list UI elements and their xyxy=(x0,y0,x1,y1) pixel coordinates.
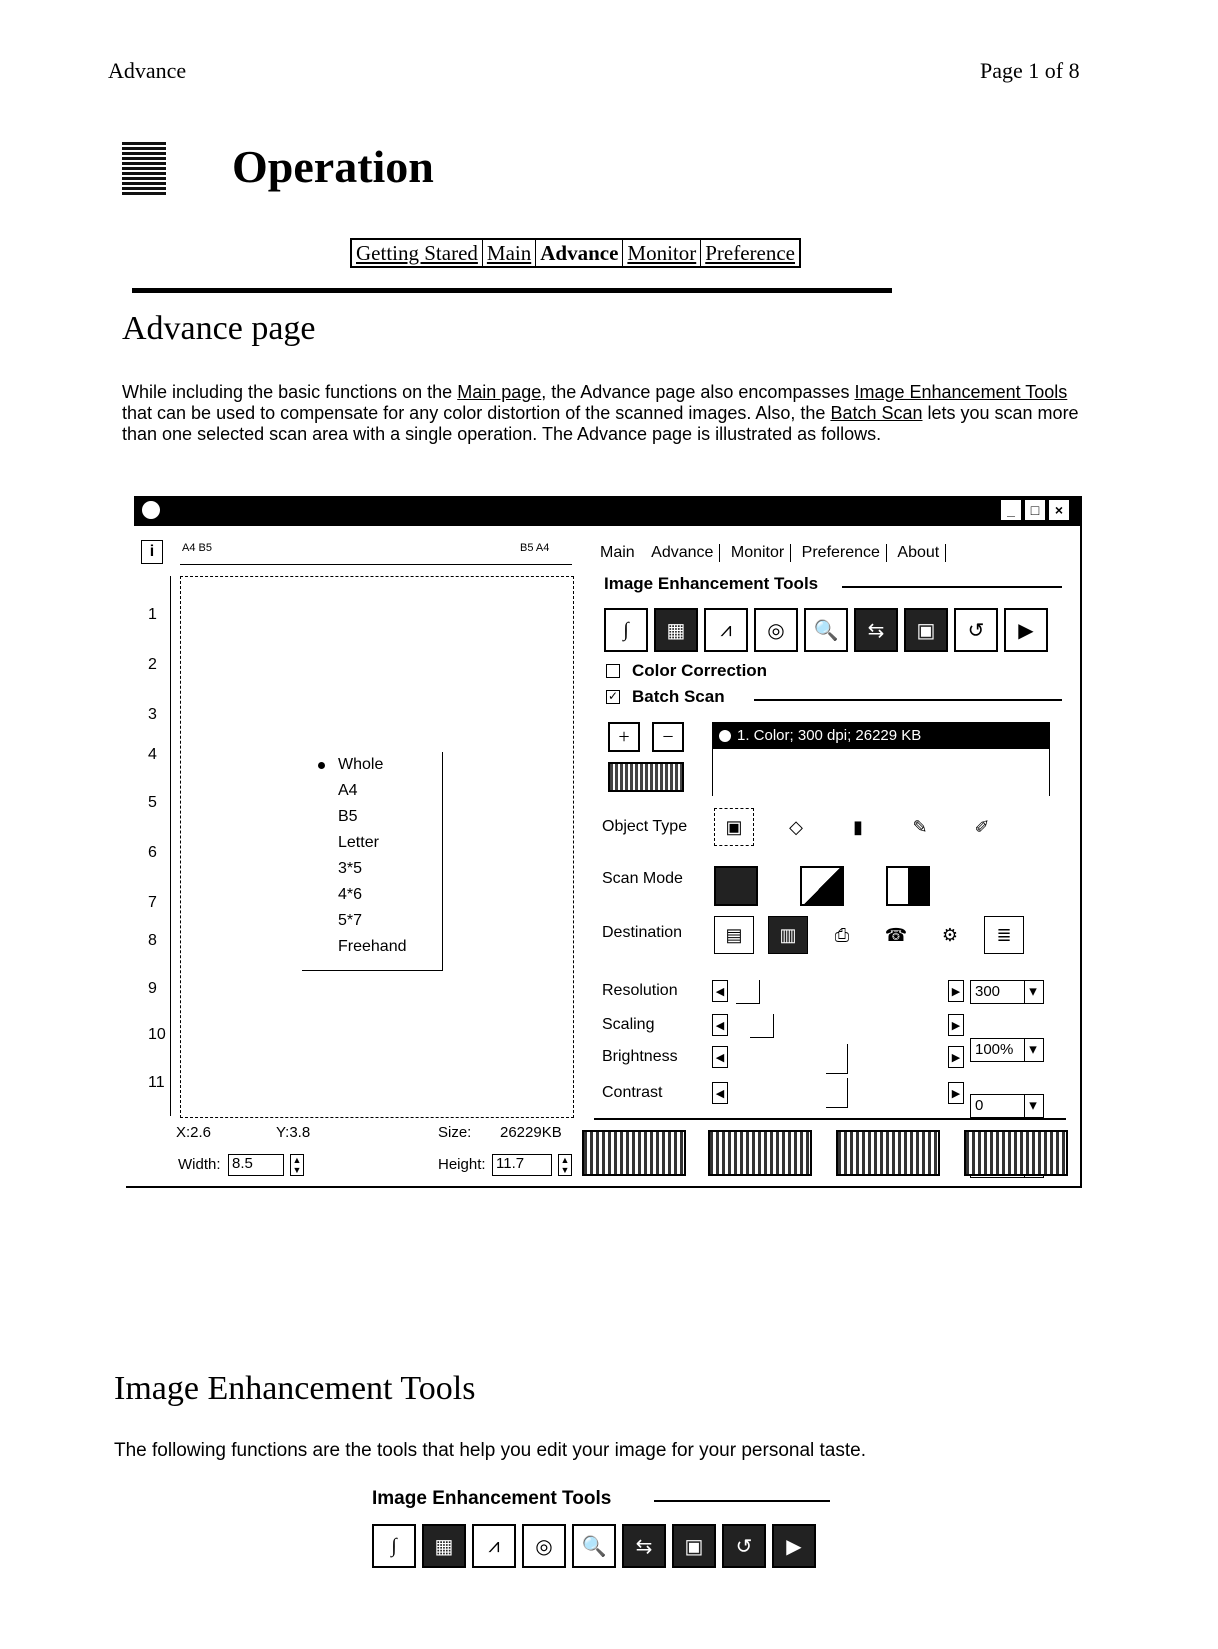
ruler-mark: 8 xyxy=(148,932,157,949)
object-document-icon[interactable]: ◇ xyxy=(789,816,803,837)
object-magazine-icon[interactable]: ✎ xyxy=(912,816,928,837)
load-settings-icon: ↺ xyxy=(722,1524,766,1568)
color-mode-icon[interactable] xyxy=(714,866,758,906)
menu-item-whole[interactable]: Whole xyxy=(302,752,442,778)
para-text: , the Advance page also encompasses xyxy=(541,382,855,402)
grayscale-mode-icon[interactable] xyxy=(800,866,844,906)
ruler-mark: 11 xyxy=(148,1074,165,1091)
group-line xyxy=(654,1500,830,1502)
book-icon xyxy=(122,140,166,206)
nav-monitor[interactable]: Monitor xyxy=(623,240,701,266)
object-photo-icon[interactable]: ▣ xyxy=(714,808,754,846)
ruler-mark: 5 xyxy=(148,794,157,811)
reset-icon[interactable]: ▶ xyxy=(1004,608,1048,652)
menu-item-a4[interactable]: A4 xyxy=(338,782,358,799)
exit-button[interactable] xyxy=(964,1130,1068,1176)
ruler-mark: 4 xyxy=(148,746,157,763)
horizontal-ruler[interactable] xyxy=(180,540,572,565)
scan-button[interactable] xyxy=(708,1130,812,1176)
width-label: Width: xyxy=(178,1156,221,1173)
menu-item-3x5[interactable]: 3*5 xyxy=(338,860,363,877)
scaling-left-arrow-icon[interactable]: ◀ xyxy=(712,1014,728,1036)
para-text: While including the basic functions on the xyxy=(122,382,458,402)
batch-list-item[interactable]: 1. Color; 300 dpi; 26229 KB xyxy=(713,723,1049,749)
info-button[interactable]: i xyxy=(141,540,163,564)
zoom-preview-icon[interactable]: 🔍 xyxy=(804,608,848,652)
load-settings-icon[interactable]: ↺ xyxy=(954,608,998,652)
brightness-label: Brightness xyxy=(602,1048,678,1065)
resolution-select[interactable]: 300 ▾ xyxy=(970,980,1044,1004)
object-slide-icon[interactable]: ▮ xyxy=(853,816,863,837)
curve-tool-icon: ∫ xyxy=(372,1524,416,1568)
page-indicator: Page 1 of 8 xyxy=(980,58,1080,83)
iet-group-label: Image Enhancement Tools xyxy=(372,1488,612,1509)
width-input[interactable]: 8.5 xyxy=(228,1154,284,1176)
para-text: lets you scan more than one selected scan area with a single operation. The Advance page is illustrated as follows. xyxy=(122,403,1079,444)
section-text: The following functions are the tools that help you edit your image for your personal taste. xyxy=(114,1440,866,1461)
bw-mode-icon[interactable] xyxy=(886,866,930,906)
intro-paragraph xyxy=(122,382,1082,445)
menu-item-freehand[interactable]: Freehand xyxy=(338,938,407,955)
color-correction-checkbox[interactable] xyxy=(606,664,620,678)
ruler-label: B5 A4 xyxy=(520,542,550,554)
preview-button[interactable] xyxy=(582,1130,686,1176)
remove-batch-button[interactable]: − xyxy=(652,722,684,752)
save-settings-icon[interactable]: ▣ xyxy=(904,608,948,652)
menu-item-5x7[interactable]: 5*7 xyxy=(338,912,363,929)
size-label: Size: xyxy=(438,1124,472,1141)
ruler-mark: 2 xyxy=(148,656,157,673)
help-button[interactable] xyxy=(836,1130,940,1176)
item-bullet-icon xyxy=(719,730,731,742)
brightness-select[interactable]: 0 ▾ xyxy=(970,1094,1044,1118)
resolution-label: Resolution xyxy=(602,982,678,999)
resolution-right-arrow-icon[interactable]: ▶ xyxy=(948,980,964,1002)
hue-saturation-icon[interactable]: ◎ xyxy=(754,608,798,652)
batch-scan-checkbox[interactable]: ✓ xyxy=(607,689,619,703)
page-title: Operation xyxy=(232,141,434,192)
tab-monitor[interactable]: Monitor xyxy=(725,544,791,562)
color-balance-icon[interactable]: ▦ xyxy=(654,608,698,652)
y-coordinate: Y:3.8 xyxy=(276,1124,311,1141)
height-label: Height: xyxy=(438,1156,486,1173)
dest-email-icon[interactable]: ≣ xyxy=(984,916,1024,954)
group-line xyxy=(754,699,1062,701)
contrast-left-arrow-icon[interactable]: ◀ xyxy=(712,1082,728,1104)
save-settings-icon: ▣ xyxy=(672,1524,716,1568)
nav-preference[interactable]: Preference xyxy=(705,241,795,265)
reset-icon: ▶ xyxy=(772,1524,816,1568)
group-line xyxy=(842,586,1062,588)
maximize-button[interactable]: □ xyxy=(1024,499,1046,521)
mirror-icon: ⇆ xyxy=(622,1524,666,1568)
curve-tool-icon[interactable]: ∫ xyxy=(604,608,648,652)
iet-toolbar-reference xyxy=(372,1524,816,1568)
close-button[interactable]: × xyxy=(1048,499,1070,521)
divider xyxy=(132,288,892,293)
minimize-button[interactable]: _ xyxy=(1000,499,1022,521)
contrast-slider-thumb[interactable] xyxy=(826,1078,848,1108)
app-icon xyxy=(142,501,160,519)
vertical-ruler[interactable] xyxy=(146,576,171,1116)
tab-main[interactable]: Main xyxy=(600,544,635,561)
dest-file-icon[interactable]: ▥ xyxy=(768,916,808,954)
brightness-left-arrow-icon[interactable]: ◀ xyxy=(712,1046,728,1068)
iet-group-label: Image Enhancement Tools xyxy=(604,574,819,593)
ruler-mark: 6 xyxy=(148,844,157,861)
size-value: 26229KB xyxy=(500,1124,562,1141)
ruler-mark: 7 xyxy=(148,894,157,911)
resolution-slider-thumb[interactable] xyxy=(736,980,760,1004)
scaling-right-arrow-icon[interactable]: ▶ xyxy=(948,1014,964,1036)
tab-bar xyxy=(594,544,946,562)
nav-advance: Advance xyxy=(536,240,623,266)
dest-fax-icon[interactable]: ☎ xyxy=(884,924,908,945)
contrast-right-arrow-icon[interactable]: ▶ xyxy=(948,1082,964,1104)
ruler-mark: 1 xyxy=(148,606,157,623)
panel-line xyxy=(594,1118,1066,1120)
brightness-slider-thumb[interactable] xyxy=(826,1044,848,1074)
scaling-label: Scaling xyxy=(602,1016,655,1033)
destination-label: Destination xyxy=(602,924,683,941)
para-text: that can be used to compensate for any color distortion of the scanned images. Also, the xyxy=(122,403,831,423)
ruler-mark: 9 xyxy=(148,980,157,997)
tab-about[interactable]: About xyxy=(891,544,946,562)
menu-item-letter[interactable]: Letter xyxy=(338,834,379,851)
ruler-label: A4 B5 xyxy=(182,542,212,554)
histogram-icon[interactable]: ⩘ xyxy=(704,608,748,652)
tab-preference[interactable]: Preference xyxy=(796,544,887,562)
scaling-select[interactable]: 100% ▾ xyxy=(970,1038,1044,1062)
scaling-slider-thumb[interactable] xyxy=(750,1014,774,1038)
mirror-icon[interactable]: ⇆ xyxy=(854,608,898,652)
contrast-label: Contrast xyxy=(602,1084,663,1101)
section-heading: Advance page xyxy=(122,310,316,347)
height-input[interactable]: 11.7 xyxy=(492,1154,552,1176)
selected-bullet-icon xyxy=(318,762,325,769)
dest-display-icon[interactable]: ▤ xyxy=(714,916,754,954)
dest-ocr-icon[interactable]: ⚙ xyxy=(941,924,959,945)
brightness-right-arrow-icon[interactable]: ▶ xyxy=(948,1046,964,1068)
object-type-icons xyxy=(714,808,1002,846)
object-printed-icon[interactable]: ✐ xyxy=(974,816,990,837)
area-size-menu xyxy=(302,752,443,971)
width-spinner[interactable]: ▲ ▼ xyxy=(290,1154,304,1176)
nav-bar xyxy=(350,238,801,268)
color-balance-icon: ▦ xyxy=(422,1524,466,1568)
window-bottom-line xyxy=(126,1186,1080,1188)
add-batch-button[interactable]: + xyxy=(608,722,640,752)
tab-advance[interactable]: Advance xyxy=(645,544,720,562)
iet-toolbar xyxy=(604,608,1048,652)
zoom-preview-icon: 🔍 xyxy=(572,1524,616,1568)
window-titlebar xyxy=(134,496,1082,526)
batch-options-button[interactable] xyxy=(608,762,684,792)
nav-getting-started[interactable]: Getting Stared xyxy=(352,240,483,266)
ruler-mark: 3 xyxy=(148,706,157,723)
scan-mode-label: Scan Mode xyxy=(602,870,683,887)
nav-main[interactable]: Main xyxy=(483,240,536,266)
header-left: Advance xyxy=(108,58,187,83)
batch-list[interactable] xyxy=(712,722,1050,796)
resolution-left-arrow-icon[interactable]: ◀ xyxy=(712,980,728,1002)
ruler-mark: 10 xyxy=(148,1026,166,1043)
height-spinner[interactable]: ▲ ▼ xyxy=(558,1154,572,1176)
link-batch-scan[interactable]: Batch Scan xyxy=(830,403,923,423)
link-image-enhancement-tools[interactable]: Image Enhancement Tools xyxy=(854,382,1068,402)
menu-item-4x6[interactable]: 4*6 xyxy=(338,886,363,903)
link-main-page[interactable]: Main page xyxy=(457,382,542,402)
section-heading: Image Enhancement Tools xyxy=(114,1370,476,1407)
histogram-icon: ⩘ xyxy=(472,1524,516,1568)
destination-icons xyxy=(714,916,1024,954)
hue-saturation-icon: ◎ xyxy=(522,1524,566,1568)
dest-printer-icon[interactable]: ⎙ xyxy=(834,924,850,945)
object-type-label: Object Type xyxy=(602,818,688,835)
menu-item-b5[interactable]: B5 xyxy=(338,808,358,825)
batch-scan-label: Batch Scan xyxy=(632,687,725,706)
x-coordinate: X:2.6 xyxy=(176,1124,212,1141)
color-correction-label: Color Correction xyxy=(632,661,768,680)
